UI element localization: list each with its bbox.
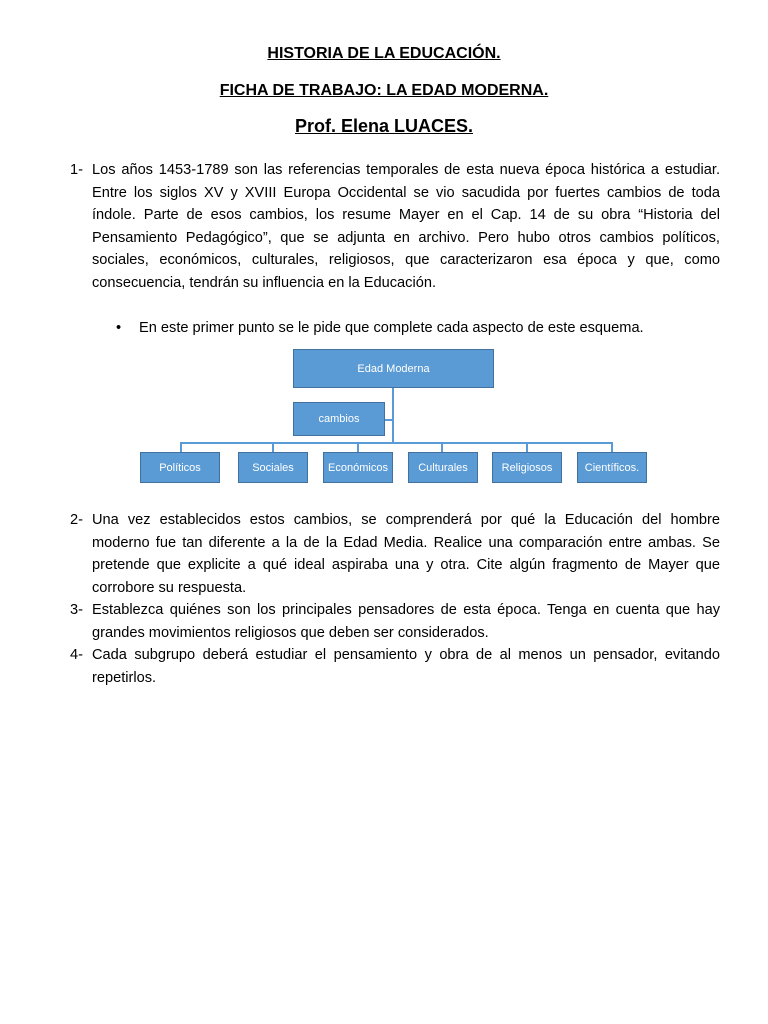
document-subtitle: FICHA DE TRABAJO: LA EDAD MODERNA. bbox=[219, 82, 549, 99]
node-assistant: cambios bbox=[293, 402, 385, 436]
list-item-2 bbox=[70, 509, 720, 599]
list-text: Los años 1453-1789 son las referencias temporales de esta nueva época histórica a estudiar. Entre los siglos XV y XVIII Europa Occidental se vio sacudida por fuertes cambios de toda índole. Parte de esos cambios, los resume Mayer en el Cap. 14 de su obra “Historia del Pensamiento Pedagógico”, que se adjunta en archivo. Pero hubo otros cambios políticos, sociales, económicos, culturales, religiosos, que caracterizaron esa época y que, como consecuencia, tendrán su influencia en la Educación. bbox=[92, 162, 720, 291]
list-text: Una vez establecidos estos cambios, se comprenderá por qué la Educación del hombre moderno fue tan diferente a la de la Edad Media. Realice una comparación entre ambas. Se pretende que explicite a qué ideal aspiraba una y otra. Cite algún fragmento de Mayer que corrobore su respuesta. bbox=[92, 512, 720, 596]
connector-horizontal bbox=[180, 442, 613, 444]
list-item-3 bbox=[70, 599, 720, 644]
connector-child bbox=[441, 442, 443, 452]
node-child: Sociales bbox=[238, 452, 308, 483]
bullet-icon: • bbox=[116, 320, 122, 336]
connector-child bbox=[526, 442, 528, 452]
connector-root-vertical bbox=[392, 387, 394, 443]
node-child: Económicos bbox=[323, 452, 393, 483]
list-item-4 bbox=[70, 644, 720, 689]
node-child: Culturales bbox=[408, 452, 478, 483]
bullet-text: En este primer punto se le pide que complete cada aspecto de este esquema. bbox=[139, 320, 644, 336]
connector-assistant bbox=[384, 419, 393, 421]
list-item-1 bbox=[70, 159, 720, 294]
header bbox=[0, 44, 768, 137]
list-number: 2- bbox=[70, 512, 83, 528]
document-title: HISTORIA DE LA EDUCACIÓN. bbox=[267, 45, 501, 62]
node-child: Religiosos bbox=[492, 452, 562, 483]
list-number: 3- bbox=[70, 602, 83, 618]
document-author: Prof. Elena LUACES. bbox=[294, 116, 474, 136]
node-root: Edad Moderna bbox=[293, 349, 494, 388]
list-text: Establezca quiénes son los principales pensadores de esta época. Tenga en cuenta que hay grandes movimientos religiosos que deben ser considerados. bbox=[92, 602, 720, 641]
connector-child bbox=[272, 442, 274, 452]
connector-child bbox=[611, 442, 613, 452]
node-child: Políticos bbox=[140, 452, 220, 483]
connector-child bbox=[180, 442, 182, 452]
list-number: 1- bbox=[70, 162, 83, 178]
connector-child bbox=[357, 442, 359, 452]
list-number: 4- bbox=[70, 647, 83, 663]
bullet-item bbox=[116, 317, 644, 340]
node-child: Científicos. bbox=[577, 452, 647, 483]
list-text: Cada subgrupo deberá estudiar el pensamiento y obra de al menos un pensador, evitando repetirlos. bbox=[92, 647, 720, 686]
